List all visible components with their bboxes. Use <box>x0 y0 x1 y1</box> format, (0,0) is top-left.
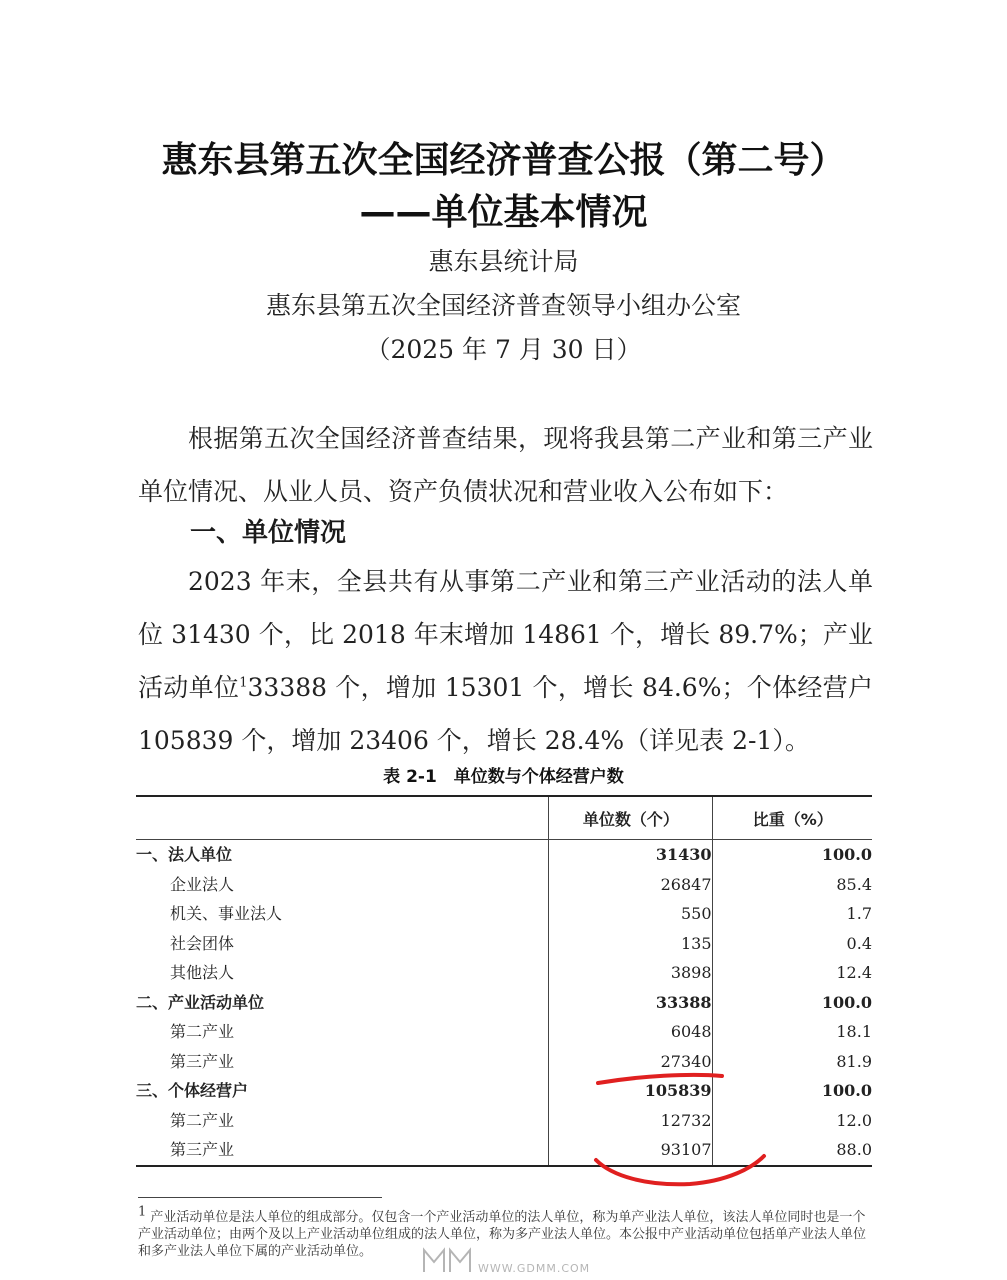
header-unit-count: 单位数（个） <box>549 796 712 840</box>
table-row <box>136 958 872 988</box>
row-share: 81.9 <box>712 1047 872 1077</box>
row-share: 88.0 <box>712 1135 872 1166</box>
row-label: 二、产业活动单位 <box>136 992 265 1012</box>
bulletin-title: 惠东县第五次全国经济普查公报（第二号） <box>161 140 846 181</box>
header-category <box>136 796 549 840</box>
row-count: 26847 <box>549 870 712 900</box>
footnote-text: 产业活动单位是法人单位的组成部分。仅包含一个产业活动单位的法人单位，称为单产业法人单位，该法人单位同时也是一个产业活动单位；由两个及以上产业活动单位组成的法人单位，称为多产业法人单位。本公报中产业活动单位包括单产业法人单位和多产业法人单位下属的产业活动单位。 <box>138 1210 867 1259</box>
row-label: 三、个体经营户 <box>136 1081 249 1101</box>
table-row <box>136 988 872 1018</box>
issuer-census-office: 惠东县第五次全国经济普查领导小组办公室 <box>265 291 741 320</box>
row-count: 550 <box>549 899 712 929</box>
units-paragraph-part-a: 2023 年末，全县共有从事第二产业和第三产业活动的法人单位 31430 个，比 2018 年末增加 14861 个，增长 89.7%；产业活动单位 <box>138 567 873 702</box>
row-count: 135 <box>549 929 712 959</box>
units-table <box>136 795 872 1167</box>
row-label: 第二产业 <box>170 1110 235 1130</box>
row-count: 105839 <box>549 1076 712 1106</box>
row-count: 12732 <box>549 1106 712 1136</box>
row-count: 93107 <box>549 1135 712 1166</box>
row-share: 12.0 <box>712 1106 872 1136</box>
table-row <box>136 1076 872 1106</box>
footnote-divider <box>138 1197 382 1198</box>
intro-paragraph: 根据第五次全国经济普查结果，现将我县第二产业和第三产业单位情况、从业人员、资产负债状况和营业收入公布如下： <box>138 424 873 506</box>
row-share: 100.0 <box>712 988 872 1018</box>
row-label: 第三产业 <box>136 1135 549 1166</box>
table-title: 表 2-1 单位数与个体经营户数 <box>383 767 624 787</box>
row-share: 1.7 <box>712 899 872 929</box>
row-label: 第三产业 <box>170 1051 235 1071</box>
row-label: 第二产业 <box>170 1022 235 1042</box>
units-paragraph <box>138 555 873 767</box>
table-header-row <box>136 796 872 840</box>
issuer-statistics-bureau: 惠东县统计局 <box>428 247 579 276</box>
row-label: 企业法人 <box>170 874 235 894</box>
row-share: 12.4 <box>712 958 872 988</box>
row-label: 机关、事业法人 <box>170 904 283 924</box>
row-share: 85.4 <box>712 870 872 900</box>
row-share: 100.0 <box>712 1076 872 1106</box>
table-row <box>136 899 872 929</box>
header-share: 比重（%） <box>712 796 872 840</box>
footnote <box>138 1204 876 1260</box>
footnote-reference[interactable]: 1 <box>239 675 248 691</box>
watermark-text: WWW.GDMM.COM <box>478 1262 591 1275</box>
row-count: 33388 <box>549 988 712 1018</box>
publish-date: （2025 年 7 月 30 日） <box>365 335 642 364</box>
row-label: 社会团体 <box>170 933 235 953</box>
row-share: 18.1 <box>712 1017 872 1047</box>
table-row <box>136 1106 872 1136</box>
table-row <box>136 1135 872 1166</box>
table-row <box>136 1017 872 1047</box>
table-row <box>136 870 872 900</box>
row-share: 100.0 <box>712 840 872 870</box>
row-count: 31430 <box>549 840 712 870</box>
footnote-mark: 1 <box>138 1204 147 1220</box>
table-row <box>136 1047 872 1077</box>
units-paragraph-part-b: 33388 个，增加 15301 个，增长 84.6%；个体经营户 105839 个，增加 23406 个，增长 28.4%（详见表 2-1）。 <box>138 673 873 755</box>
section-heading-units: 一、单位情况 <box>190 518 347 548</box>
row-label: 一、法人单位 <box>136 845 233 865</box>
row-label: 其他法人 <box>170 963 235 983</box>
row-count: 27340 <box>549 1047 712 1077</box>
row-count: 3898 <box>549 958 712 988</box>
row-count: 6048 <box>549 1017 712 1047</box>
row-share: 0.4 <box>712 929 872 959</box>
table-row <box>136 929 872 959</box>
bulletin-subtitle: ——单位基本情况 <box>359 192 648 233</box>
table-row <box>136 840 872 870</box>
